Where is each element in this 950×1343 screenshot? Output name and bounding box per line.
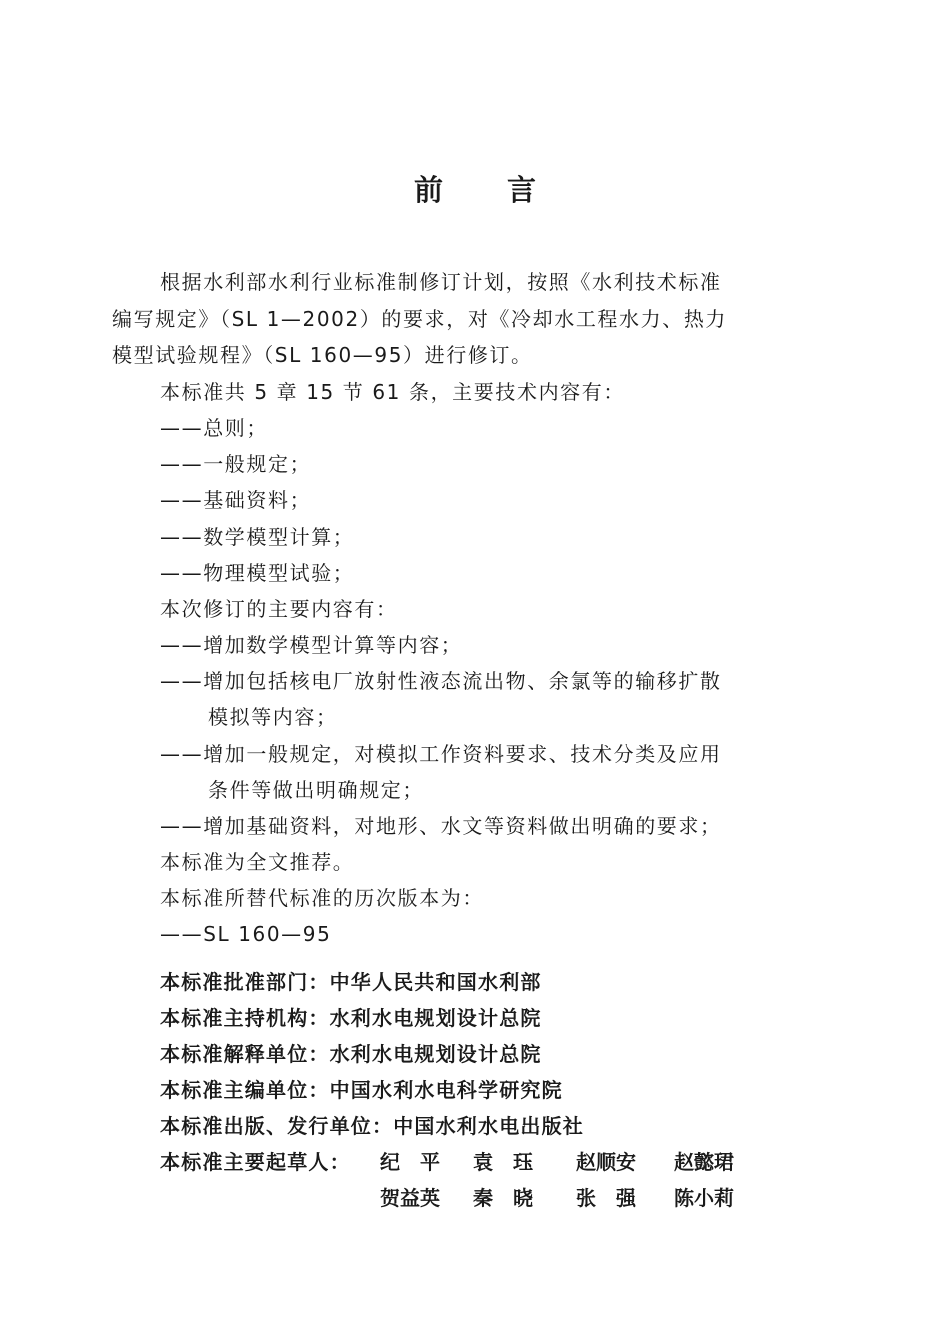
drafter-name: 赵顺安 (576, 1150, 636, 1174)
chapter-item: ——物理模型试验； (160, 561, 355, 585)
revision-item: ——增加包括核电厂放射性液态流出物、余氯等的输移扩散 (160, 669, 722, 693)
chapter-item: ——基础资料； (160, 488, 312, 512)
drafter-name: 赵懿珺 (674, 1150, 734, 1174)
chapter-item: ——数学模型计算； (160, 525, 355, 549)
meta-editor: 本标准主编单位：中国水利水电科学研究院 (160, 1078, 563, 1102)
page-title (0, 168, 950, 209)
drafters-row-1 (0, 1148, 950, 1176)
drafter-name: 秦 晓 (473, 1186, 533, 1210)
revision-item: ——增加基础资料，对地形、水文等资料做出明确的要求； (160, 814, 722, 838)
meta-publisher: 本标准出版、发行单位：中国水利水电出版社 (160, 1114, 584, 1138)
history-item: ——SL 160—95 (160, 922, 332, 946)
drafter-name: 袁 珏 (473, 1150, 533, 1174)
meta-approve: 本标准批准部门：中华人民共和国水利部 (160, 970, 542, 994)
drafter-name: 张 强 (576, 1186, 636, 1210)
chapters-summary: 本标准共 5 章 15 节 61 条，主要技术内容有： (160, 380, 625, 404)
revision-item: ——增加数学模型计算等内容； (160, 633, 463, 657)
drafter-name: 陈小莉 (674, 1186, 734, 1210)
intro-line-2: 编写规定》（SL 1—2002）的要求，对《冷却水工程水力、热力 (112, 307, 728, 331)
meta-host: 本标准主持机构：水利水电规划设计总院 (160, 1006, 542, 1030)
recommendation-text: 本标准为全文推荐。 (160, 850, 355, 874)
meta-drafters-label: 本标准主要起草人： (160, 1150, 351, 1174)
revision-item-continued: 条件等做出明确规定； (208, 778, 424, 802)
intro-line-1: 根据水利部水利行业标准制修订计划，按照《水利技术标准 (160, 270, 722, 294)
drafter-name: 贺益英 (380, 1186, 440, 1210)
revision-heading: 本次修订的主要内容有： (160, 597, 398, 621)
drafters-row-2 (0, 1184, 950, 1212)
intro-line-3: 模型试验规程》（SL 160—95）进行修订。 (112, 343, 533, 367)
chapter-item: ——总则； (160, 416, 268, 440)
revision-item-continued: 模拟等内容； (208, 705, 338, 729)
revision-item: ——增加一般规定，对模拟工作资料要求、技术分类及应用 (160, 742, 722, 766)
meta-interpret: 本标准解释单位：水利水电规划设计总院 (160, 1042, 542, 1066)
chapter-item: ——一般规定； (160, 452, 312, 476)
title-char-1: 前 (413, 173, 443, 207)
drafter-name: 纪 平 (380, 1150, 440, 1174)
history-heading: 本标准所替代标准的历次版本为： (160, 886, 484, 910)
title-char-2: 言 (507, 173, 537, 207)
